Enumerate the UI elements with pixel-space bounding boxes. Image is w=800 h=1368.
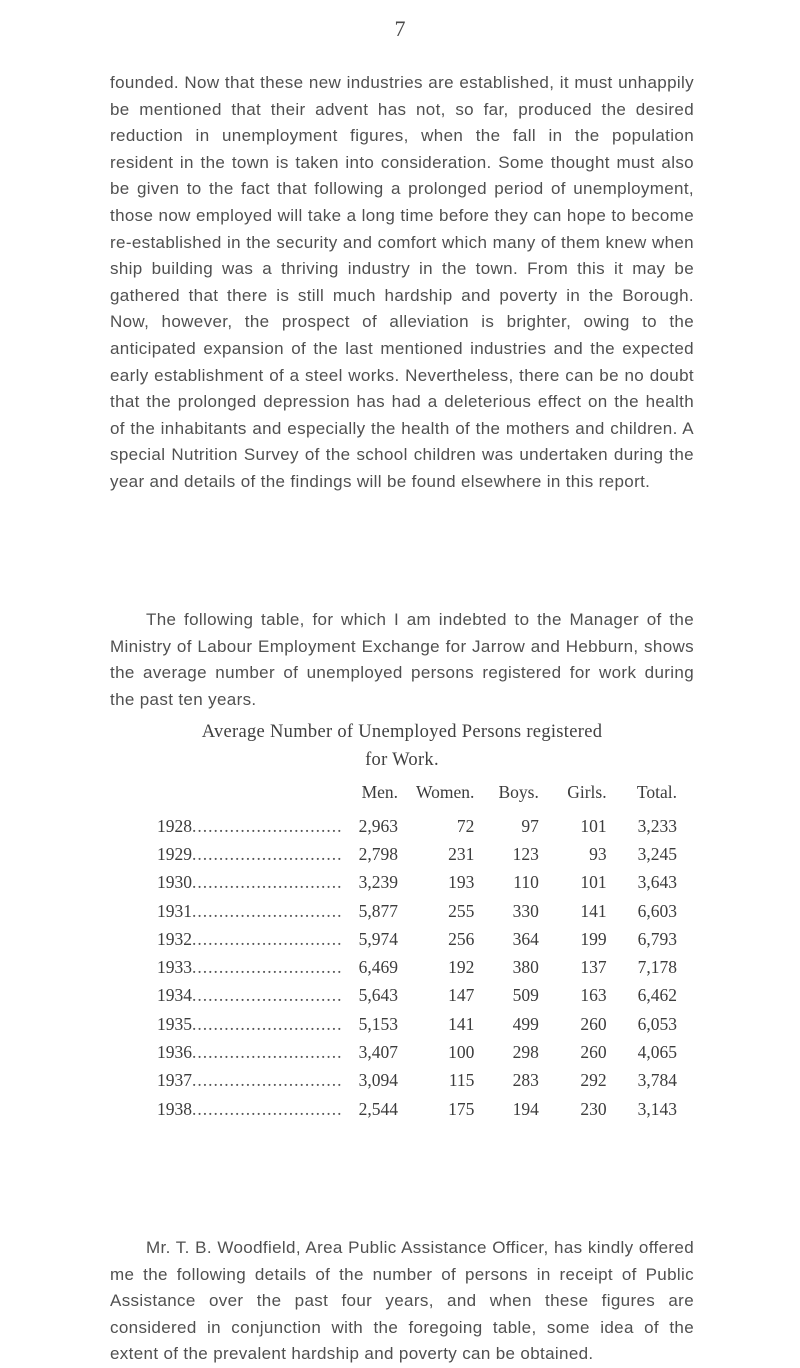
year-label: 1930 [157,872,192,893]
cell-boys: 364 [512,928,539,949]
cell-men: 3,239 [358,872,399,893]
header-year [157,782,343,812]
year-label: 1934 [157,985,192,1006]
cell-girls: 101 [580,872,607,893]
cell-women: 256 [448,928,475,949]
table-row [157,1010,677,1038]
table-row [157,953,677,981]
cell-women: 100 [448,1042,475,1063]
cell-girls: 260 [580,1042,607,1063]
leader-dots: ............................ [192,815,343,836]
leader-dots: ............................ [192,1013,343,1034]
cell-boys: 97 [521,815,539,836]
header-women: Women. [416,782,475,802]
cell-men: 5,877 [358,900,399,921]
leader-dots: ............................ [192,985,343,1006]
cell-girls: 199 [580,928,607,949]
cell-girls: 230 [580,1098,607,1119]
cell-women: 175 [448,1098,475,1119]
cell-men: 6,469 [358,957,399,978]
cell-men: 3,407 [358,1042,399,1063]
cell-girls: 141 [580,900,607,921]
cell-boys: 123 [512,843,539,864]
cell-girls: 163 [580,985,607,1006]
cell-boys: 110 [513,872,539,893]
table-row [157,1038,677,1066]
cell-year [157,925,343,953]
cell-total: 3,784 [637,1070,677,1091]
table-row [157,1095,677,1123]
cell-girls: 260 [580,1013,607,1034]
cell-total: 6,053 [637,1013,677,1034]
cell-girls: 137 [580,957,607,978]
cell-year [157,953,343,981]
cell-women: 193 [448,872,475,893]
cell-men: 5,153 [358,1013,399,1034]
cell-year [157,840,343,868]
paragraph-table-intro: The following table, for which I am indebted to the Manager of the Ministry of Labour Employment Exchange for Jarrow and Hebburn, shows the average number of unemployed persons registered for work during the past ten years. [110,610,694,709]
cell-year [157,812,343,840]
cell-year [157,1010,343,1038]
cell-year [157,897,343,925]
table-title [110,718,694,774]
leader-dots: ............................ [192,872,343,893]
cell-girls: 101 [580,815,607,836]
cell-total: 3,233 [637,815,677,836]
table-row [157,982,677,1010]
cell-year [157,1038,343,1066]
cell-year [157,1095,343,1123]
table-title-line-1: Average Number of Unemployed Persons registered [201,722,603,742]
cell-women: 192 [448,957,475,978]
year-label: 1933 [157,957,192,978]
cell-total: 7,178 [637,957,677,978]
cell-boys: 283 [512,1070,539,1091]
leader-dots: ............................ [192,1070,343,1091]
table-row [157,1067,677,1095]
cell-men: 3,094 [358,1070,399,1091]
cell-total: 6,793 [637,928,677,949]
header-boys: Boys. [498,782,539,802]
cell-total: 4,065 [637,1042,677,1063]
cell-girls: 292 [580,1070,607,1091]
table-row [157,897,677,925]
table-body [157,812,677,1123]
cell-boys: 194 [512,1098,539,1119]
cell-total: 3,643 [637,872,677,893]
cell-men: 2,544 [358,1098,399,1119]
leader-dots: ............................ [192,1042,343,1063]
table-header-row [157,782,677,812]
cell-women: 72 [456,815,475,836]
leader-dots: ............................ [192,957,343,978]
table-row [157,925,677,953]
cell-women: 141 [448,1013,475,1034]
leader-dots: ............................ [192,928,343,949]
cell-total: 3,143 [637,1098,677,1119]
cell-women: 147 [448,985,475,1006]
cell-boys: 499 [512,1013,539,1034]
year-label: 1931 [157,900,192,921]
cell-boys: 509 [512,985,539,1006]
cell-boys: 298 [512,1042,539,1063]
leader-dots: ............................ [192,900,343,921]
cell-year [157,982,343,1010]
table-row [157,812,677,840]
cell-girls: 93 [589,843,607,864]
cell-year [157,1067,343,1095]
year-label: 1928 [157,815,192,836]
header-men: Men. [361,782,399,802]
cell-women: 115 [448,1070,475,1091]
cell-boys: 330 [512,900,539,921]
paragraph-public-assistance: Mr. T. B. Woodfield, Area Public Assistance Officer, has kindly offered me the following details of the number of persons in receipt of Public Assistance over the past four years, and when these figures are considered in conjunction with the foregoing table, some idea of the extent of the prevalent hardship and poverty can be obtained. [110,1238,694,1364]
table-row [157,840,677,868]
leader-dots: ............................ [192,843,343,864]
year-label: 1935 [157,1013,192,1034]
cell-men: 5,974 [358,928,399,949]
year-label: 1932 [157,928,192,949]
cell-year [157,869,343,897]
cell-boys: 380 [512,957,539,978]
unemployment-table [157,782,677,1123]
paragraph-unemployment-context: founded. Now that these new industries are established, it must unhappily be mentioned that their advent has not, so far, produced the desired reduction in unemployment figures, when the fall in the population resident in the town is taken into consideration. Some thought must also be given to the fact that following a prolonged period of unemployment, those now employed will take a long time before they can hope to become re-established in the security and comfort which many of them knew when ship building was a thriving industry in the town. From this it may be gathered that there is still much hardship and poverty in the Borough. Now, however, the prospect of alleviation is brighter, owing to the anticipated expansion of the last mentioned industries and the expected early establishment of a steel works. Nevertheless, there can be no doubt that the prolonged depression has had a deleterious effect on the health of the inhabitants and especially the health of the mothers and children. A special Nutrition Survey of the school children was undertaken during the year and details of the findings will be found elsewhere in this report. [110,73,694,491]
year-label: 1938 [157,1098,192,1119]
header-total: Total. [636,782,677,802]
cell-total: 3,245 [637,843,677,864]
cell-total: 6,603 [637,900,677,921]
year-label: 1936 [157,1042,192,1063]
cell-men: 5,643 [358,985,399,1006]
cell-men: 2,963 [358,815,399,836]
cell-women: 231 [448,843,475,864]
cell-men: 2,798 [358,843,399,864]
cell-women: 255 [448,900,475,921]
year-label: 1937 [157,1070,192,1091]
cell-total: 6,462 [637,985,677,1006]
leader-dots: ............................ [192,1098,343,1119]
year-label: 1929 [157,843,192,864]
table-title-line-2: for Work. [365,750,439,770]
page-number: 7 [394,16,406,41]
table-row [157,869,677,897]
header-girls: Girls. [567,782,607,802]
